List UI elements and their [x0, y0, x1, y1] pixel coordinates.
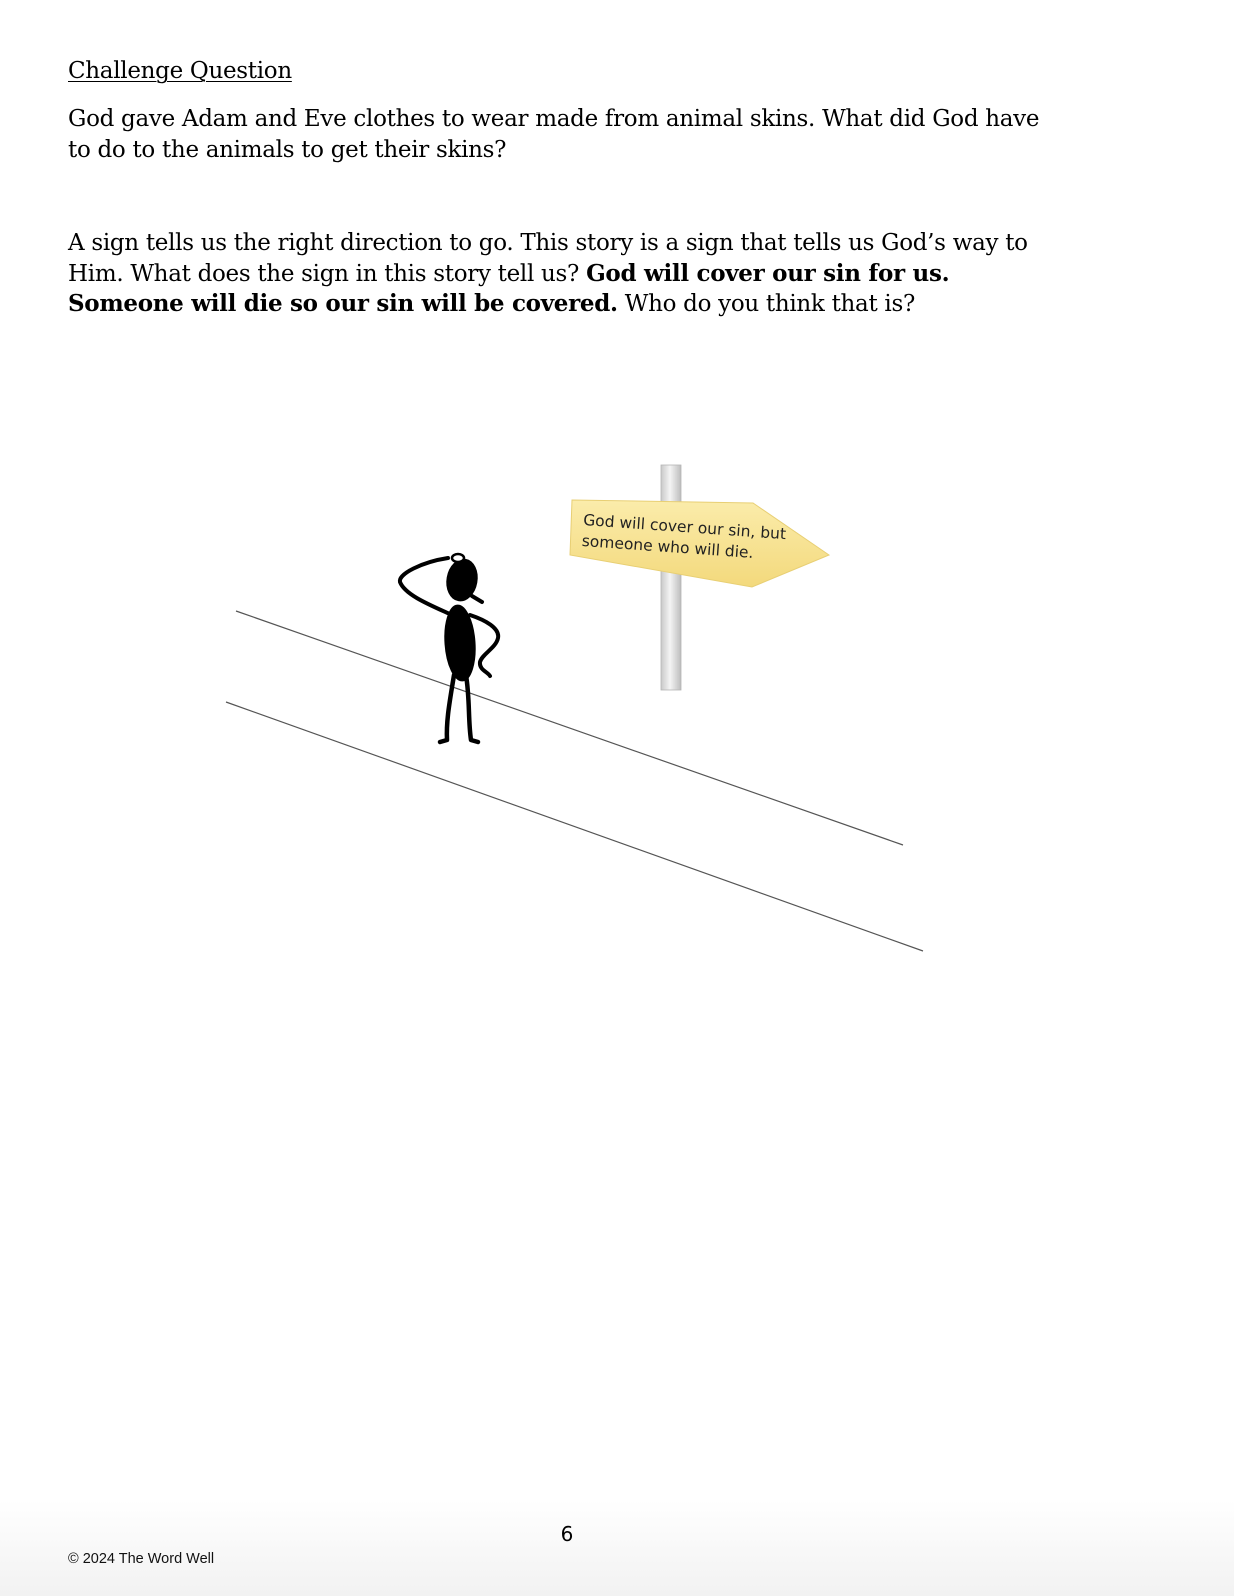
page-heading: Challenge Question [68, 58, 292, 84]
signpost-text: God will cover our sin, but someone who will die. [581, 510, 787, 562]
confused-stick-figure-icon [400, 554, 498, 742]
sign-paragraph [68, 228, 1068, 320]
signpost-pole [661, 465, 681, 690]
question-paragraph: God gave Adam and Eve clothes to wear made from animal skins. What did God have to do to the animals to get their skins? [68, 106, 1040, 163]
road-line-lower [226, 702, 923, 951]
road-line-upper [236, 611, 903, 845]
sign-paragraph-bold-2: Someone will die so our sin will be covered. [68, 290, 618, 317]
signpost-illustration [200, 450, 960, 970]
page-number: 6 [560, 1522, 574, 1546]
sign-paragraph-bold-1: God will cover our sin for us. [586, 259, 950, 287]
sign-paragraph-closing: Who do you think that is? [624, 291, 915, 317]
sign-paragraph-intro: A sign tells us the right direction to go. This story is a sign that tells us God’s way to Him. What does the sign in this story tell us? [68, 230, 1028, 287]
illustration-drawing [200, 450, 960, 970]
copyright-notice: © 2024 The Word Well [68, 1551, 215, 1567]
